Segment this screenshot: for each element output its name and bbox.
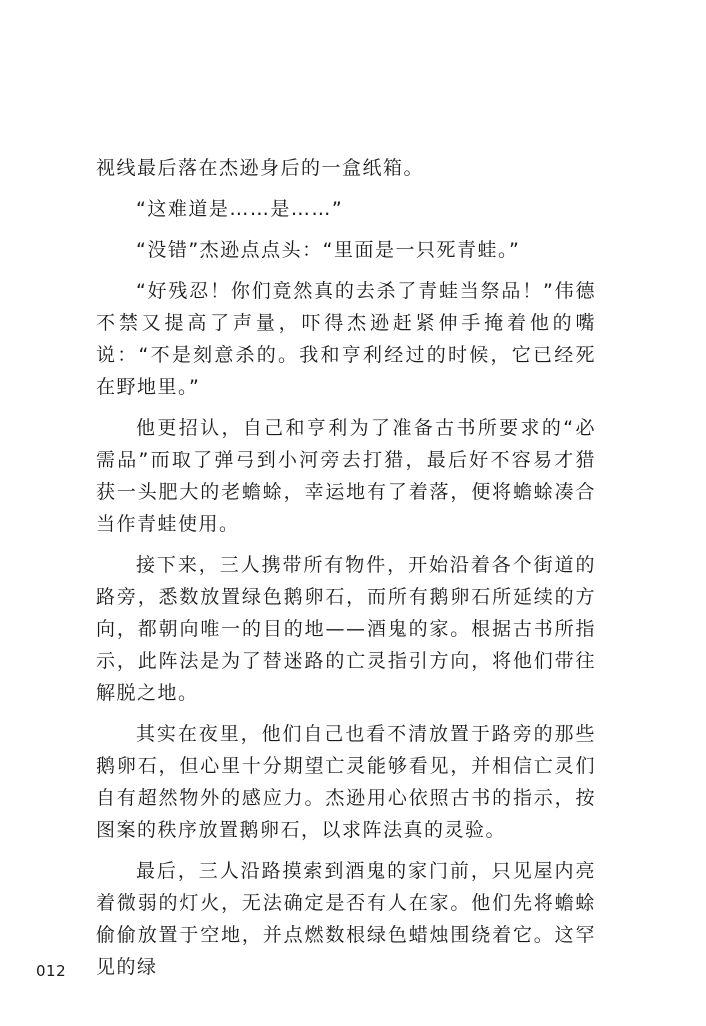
page-number: 012 (36, 962, 67, 980)
paragraph-8: 最后，三人沿路摸索到酒鬼的家门前，只见屋内亮着微弱的灯火，无法确定是否有人在家。他们先将蟾蜍偷偷放置于空地，并点燃数根绿色蜡烛围绕着它。这罕见的绿 (96, 860, 596, 978)
paragraph-3: “没错”杰逊点点头：“里面是一只死青蛙。” (136, 239, 521, 261)
paragraph-1: 视线最后落在杰逊身后的一盒纸箱。 (96, 157, 425, 179)
paragraph-4: “好残忍！你们竟然真的去杀了青蛙当祭品！”伟德不禁又提高了声量，吓得杰逊赶紧伸手掩着他的嘴说：“不是刻意杀的。我和亨利经过的时候，它已经死在野地里。” (96, 280, 596, 398)
page-body (96, 152, 596, 983)
paragraph-2: “这难道是……是……” (136, 198, 344, 220)
paragraph-7: 其实在夜里，他们自己也看不清放置于路旁的那些鹅卵石，但心里十分期望亡灵能够看见，并相信亡灵们自有超然物外的感应力。杰逊用心依照古书的指示，按图案的秩序放置鹅卵石，以求阵法真的灵验。 (96, 723, 596, 841)
paragraph-5: 他更招认，自己和亨利为了准备古书所要求的“必需品”而取了弹弓到小河旁去打猎，最后好不容易才猎获一头肥大的老蟾蜍，幸运地有了着落，便将蟾蜍凑合当作青蛙使用。 (96, 417, 596, 535)
paragraph-6: 接下来，三人携带所有物件，开始沿着各个街道的路旁，悉数放置绿色鹅卵石，而所有鹅卵石所延续的方向，都朝向唯一的目的地——酒鬼的家。根据古书所指示，此阵法是为了替迷路的亡灵指引方向，将他们带往解脱之地。 (96, 554, 596, 704)
